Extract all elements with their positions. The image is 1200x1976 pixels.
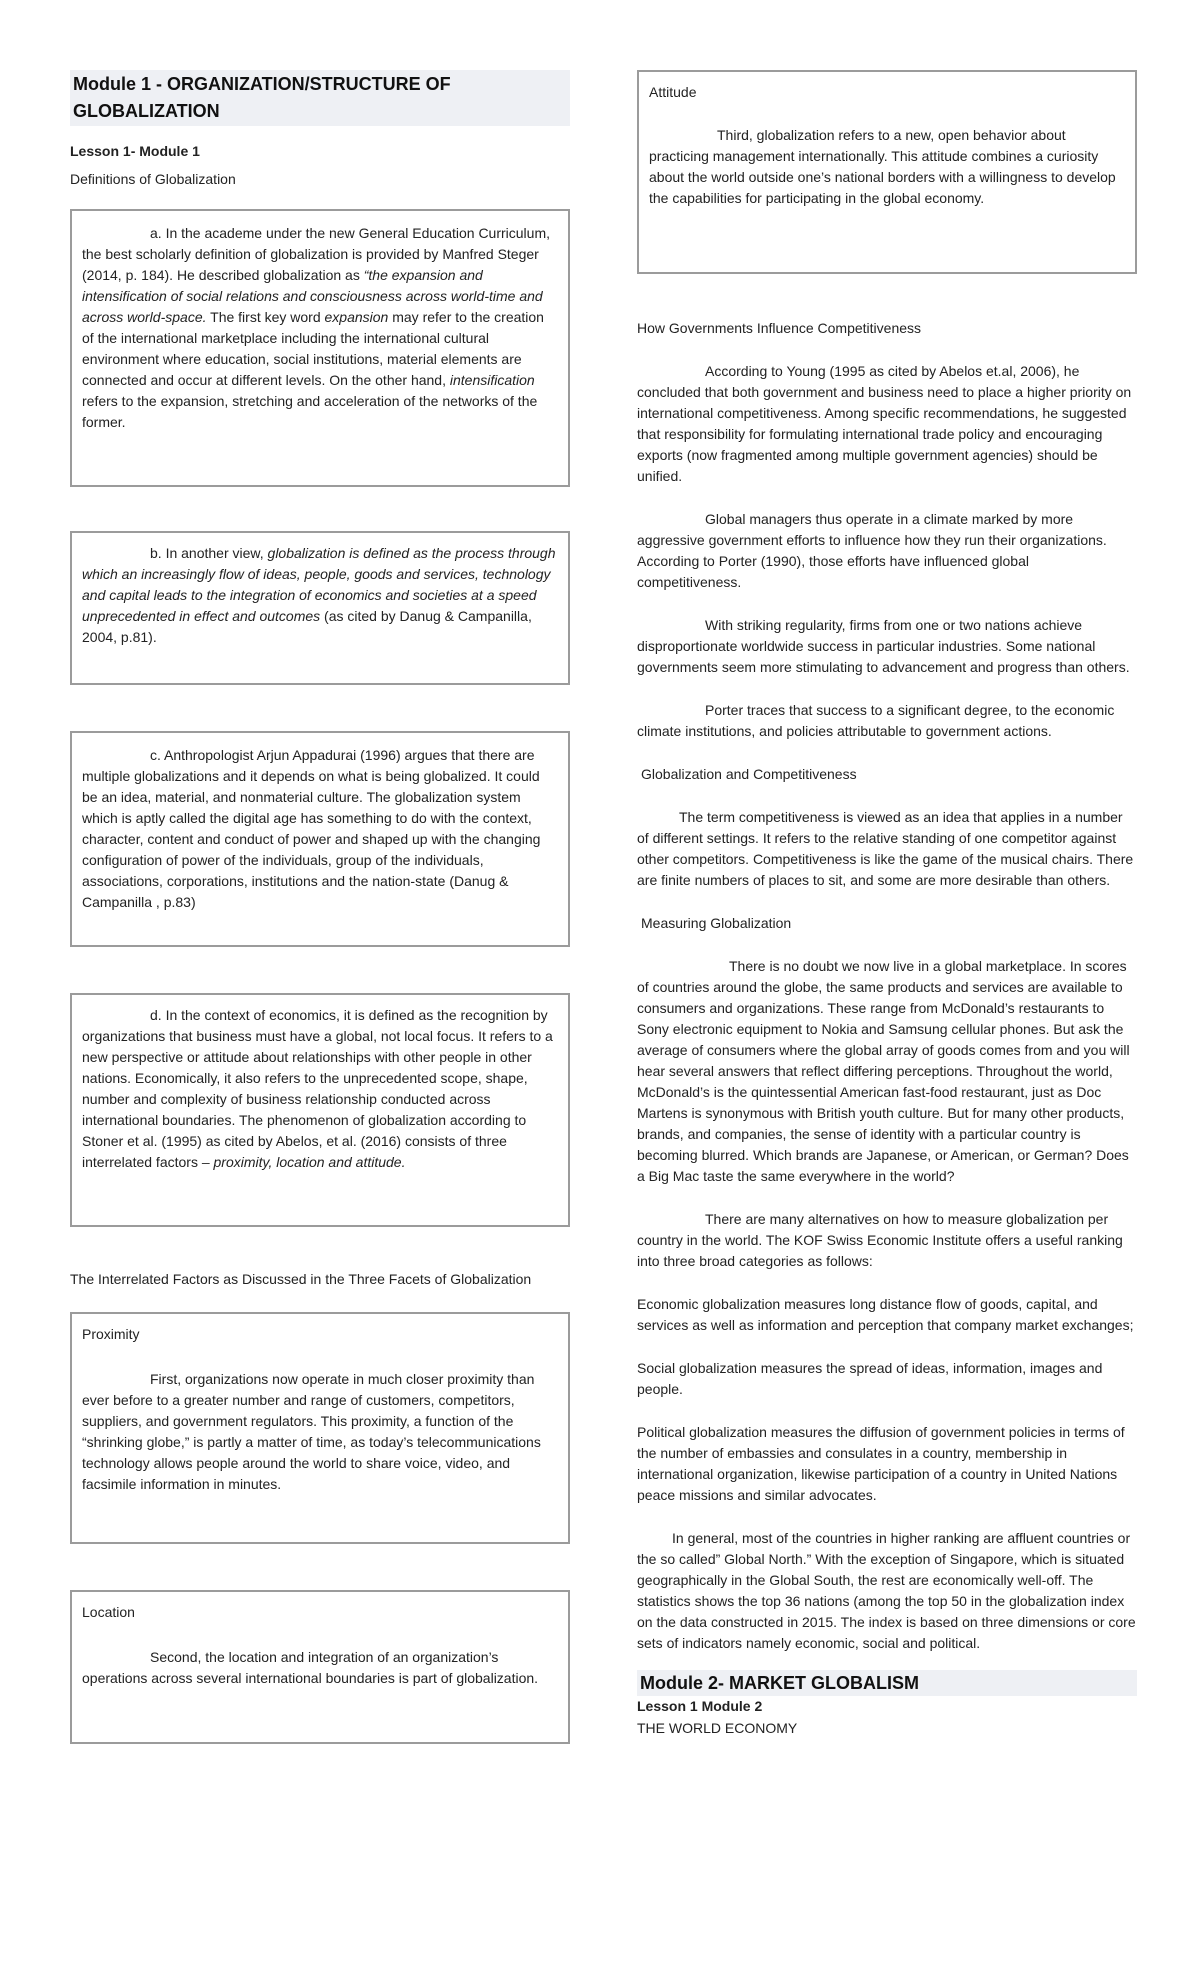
module-2-lesson: Lesson 1 Module 2 [637, 1698, 763, 1714]
location-box [70, 1590, 570, 1744]
governments-paragraph-2: Global managers thus operate in a climate marked by more aggressive government efforts to influence how they run their organizations. According to Porter (1990), those efforts have influenced global competitiveness. [637, 511, 1107, 590]
attitude-title: Attitude [649, 84, 697, 100]
proximity-title: Proximity [82, 1326, 140, 1342]
world-economy-subtitle: THE WORLD ECONOMY [637, 1720, 798, 1736]
proximity-body: First, organizations now operate in much closer proximity than ever before to a greater number and range of customers, competitors, suppliers, and government regulators. This proximity, a function of the “shrinking globe,” is partly a matter of time, as today’s telecommunications technology allows people around the world to share voice, video, and facsimile information in minutes. [82, 1371, 541, 1492]
governments-paragraph-4: Porter traces that success to a significant degree, to the economic climate institutions, and policies attributable to government actions. [637, 702, 1115, 739]
definition-box-d [70, 993, 570, 1227]
box-a-keyword-intensification: intensification [449, 372, 535, 388]
box-b-quote: globalization is defined as the process through which an increasingly flow of ideas, people, goods and services, technology and capital leads to the integration of economics and societies at a speed unprecedented in effect and outcomes [82, 545, 556, 624]
general-ranking-paragraph: In general, most of the countries in higher ranking are affluent countries or the so called” Global North.” With the exception of Singapore, which is situated geographically in the Global South, the rest are economically well-off. The statistics shows the top 36 nations (among the top 50 in the globalization index on the data constructed in 2015. The index is based on three dimensions or core sets of indicators namely economic, social and political. [637, 1530, 1136, 1651]
location-body: Second, the location and integration of an organization’s operations across several international boundaries is part of globalization. [82, 1649, 539, 1686]
box-a-text-2: The first key word [206, 309, 325, 325]
political-globalization-text: Political globalization measures the diffusion of government policies in terms of the number of embassies and consulates in a country, membership in international organization, likewise participation of a country in United Nations peace missions and similar advocates. [637, 1424, 1125, 1503]
module-1-title: Module 1 - ORGANIZATION/STRUCTURE OF GLOBALIZATION [70, 70, 570, 126]
measuring-paragraph-2: There are many alternatives on how to measure globalization per country in the world. The KOF Swiss Economic Institute offers a useful ranking into three broad categories as follows: [637, 1211, 1123, 1269]
definitions-subtitle: Definitions of Globalization [70, 171, 236, 187]
right-column [637, 70, 1137, 1736]
competitiveness-heading: Globalization and Competitiveness [641, 766, 857, 782]
location-title: Location [82, 1604, 135, 1620]
interrelated-factors-heading: The Interrelated Factors as Discussed in the Three Facets of Globalization [70, 1271, 532, 1287]
social-globalization-text: Social globalization measures the spread of ideas, information, images and people. [637, 1360, 1103, 1397]
module-2-title: Module 2- MARKET GLOBALISM [637, 1670, 1137, 1696]
governments-paragraph-1: According to Young (1995 as cited by Abelos et.al, 2006), he concluded that both government and business need to place a higher priority on international competitiveness. Among specific recommendations, he suggested that responsibility for formulating international trade policy and encouraging exports (now fragmented among multiple government agencies) should be unified. [637, 363, 1132, 484]
attitude-body: Third, globalization refers to a new, open behavior about practicing management internationally. This attitude combines a curiosity about the world outside one’s national borders with a willingness to develop the capabilities for participating in the global economy. [649, 127, 1116, 206]
lesson-label: Lesson 1- Module 1 [70, 143, 200, 159]
definition-box-a [70, 209, 570, 487]
box-d-factors: – proximity, location and attitude. [201, 1154, 406, 1170]
definition-box-c [70, 731, 570, 947]
box-a-text-3: may refer to the creation of the international marketplace including the international cultural environment where education, social institutions, material elements are connected and occur at different levels. On the other hand, [82, 309, 544, 388]
box-a-text-4: refers to the expansion, stretching and acceleration of the networks of the former. [82, 393, 538, 430]
attitude-box [637, 70, 1137, 274]
measuring-heading: Measuring Globalization [641, 915, 792, 931]
competitiveness-paragraph: The term competitiveness is viewed as an idea that applies in a number of different settings. It refers to the relative standing of one competitor against other competitors. Competitiveness is like the game of the musical chairs. There are finite numbers of places to sit, and some are more desirable than others. [637, 809, 1134, 888]
economic-globalization-text: Economic globalization measures long distance flow of goods, capital, and services as well as information and perception that company market exchanges; [637, 1296, 1134, 1333]
box-b-text-1: b. In another view, [150, 545, 268, 561]
box-a-text-1: a. In the academe under the new General Education Curriculum, the best scholarly definition of globalization is provided by Manfred Steger (2014, p. 184). He described globalization as [82, 225, 551, 283]
box-d-text: d. In the context of economics, it is defined as the recognition by organizations that business must have a global, not local focus. It refers to a new perspective or attitude about relationships with other people in other nations. Economically, it also refers to the unprecedented scope, shape, number and complexity of business relationship conducted across international boundaries. The phenomenon of globalization according to Stoner et al. (1995) as cited by Abelos, et al. (2016) consists of three interrelated factors [82, 1007, 553, 1170]
box-a-quote: “the expansion and intensification of social relations and consciousness across world-time and across world-space. [82, 267, 543, 325]
box-c-text: c. Anthropologist Arjun Appadurai (1996) argues that there are multiple globalizations and it depends on what is being globalized. It could be an idea, material, and nonmaterial culture. The globalization system which is aptly called the digital age has something to do with the context, character, content and conduct of power and shaped up with the changing configuration of power of the individuals, group of the individuals, associations, corporations, institutions and the nation-state (Danug & Campanilla , p.83) [82, 747, 541, 910]
box-a-keyword-expansion: expansion [324, 309, 389, 325]
measuring-paragraph-1: There is no doubt we now live in a global marketplace. In scores of countries around the globe, the same products and services are available to consumers and organizations. These range from McDonald’s restaurants to Sony electronic equipment to Nokia and Samsung cellular phones. But ask the average of consumers where the global array of goods comes from and you will hear several answers that reflect differing perceptions. Throughout the world, McDonald’s is the quintessential American fast-food restaurant, just as Doc Martens is synonymous with British youth culture. But for many other products, brands, and companies, the sense of identity with a particular country is becoming blurred. Which brands are Japanese, or American, or German? Does a Big Mac taste the same everywhere in the world? [637, 958, 1130, 1184]
governments-paragraph-3: With striking regularity, firms from one or two nations achieve disproportionate worldwide success in particular industries. Some national governments seem more stimulating to advancement and progress than others. [637, 617, 1130, 675]
box-b-text-2: (as cited by Danug & Campanilla, 2004, p.81). [82, 608, 532, 645]
definition-box-b [70, 531, 570, 685]
governments-heading: How Governments Influence Competitiveness [637, 320, 922, 336]
proximity-box [70, 1312, 570, 1544]
left-column [70, 70, 570, 1744]
